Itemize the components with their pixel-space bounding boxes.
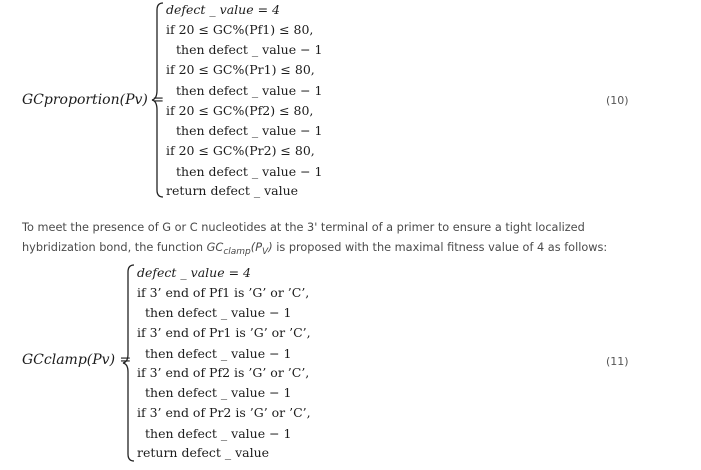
fn-arg-open: (P [250, 241, 263, 254]
eq10-line-10: return defect _ value [166, 183, 299, 198]
eq10-line-9: then defect _ value − 1 [176, 164, 323, 179]
eq11-line-1: defect _ value = 4 [137, 265, 251, 280]
fn-arg-subscript: V [262, 247, 269, 257]
fn-name: GC [206, 241, 224, 254]
equation-10-lhs: GCproportion(Pv) = [22, 92, 165, 108]
eq11-line-5: then defect _ value − 1 [145, 346, 292, 361]
eq10-line-3: then defect _ value − 1 [176, 42, 323, 57]
body-paragraph [22, 218, 682, 262]
paragraph-line-2 [22, 238, 682, 262]
eq10-line-7: then defect _ value − 1 [176, 123, 323, 138]
eq11-line-7: then defect _ value − 1 [145, 385, 292, 400]
fn-arg-close: ) [268, 241, 273, 254]
eq11-line-6: if 3’ end of Pf2 is ’G’ or ’C’, [137, 365, 310, 380]
paragraph-line-2-after: is proposed with the maximal fitness value of 4 as follows: [276, 241, 608, 254]
equation-11-lhs: GCclamp(Pv) = [22, 352, 132, 368]
paragraph-line-2-before: hybridization bond, the function [22, 241, 204, 254]
eq11-line-10: return defect _ value [137, 445, 270, 460]
eq11-line-4: if 3’ end of Pr1 is ’G’ or ’C’, [137, 325, 311, 340]
eq11-line-9: then defect _ value − 1 [145, 426, 292, 441]
eq11-line-8: if 3’ end of Pr2 is ’G’ or ’C’, [137, 405, 311, 420]
eq10-line-8: if 20 ≤ GC%(Pr2) ≤ 80, [166, 143, 315, 158]
eq10-line-6: if 20 ≤ GC%(Pf2) ≤ 80, [166, 103, 314, 118]
eq10-line-5: then defect _ value − 1 [176, 83, 323, 98]
paragraph-line-1: To meet the presence of G or C nucleotides at the 3' terminal of a primer to ensure a tight localized [22, 221, 585, 234]
eq10-line-1: defect _ value = 4 [166, 2, 280, 17]
fn-subscript: clamp [223, 247, 251, 257]
eq11-line-3: then defect _ value − 1 [145, 305, 292, 320]
inline-function-gc-clamp [206, 241, 273, 257]
eq11-line-2: if 3’ end of Pf1 is ’G’ or ’C’, [137, 285, 310, 300]
equation-10-brace [151, 2, 165, 198]
equation-11-brace [122, 264, 136, 462]
eq10-line-2: if 20 ≤ GC%(Pf1) ≤ 80, [166, 22, 314, 37]
equation-11-number: (11) [606, 355, 629, 368]
equation-10-number: (10) [606, 94, 629, 107]
eq10-line-4: if 20 ≤ GC%(Pr1) ≤ 80, [166, 62, 315, 77]
